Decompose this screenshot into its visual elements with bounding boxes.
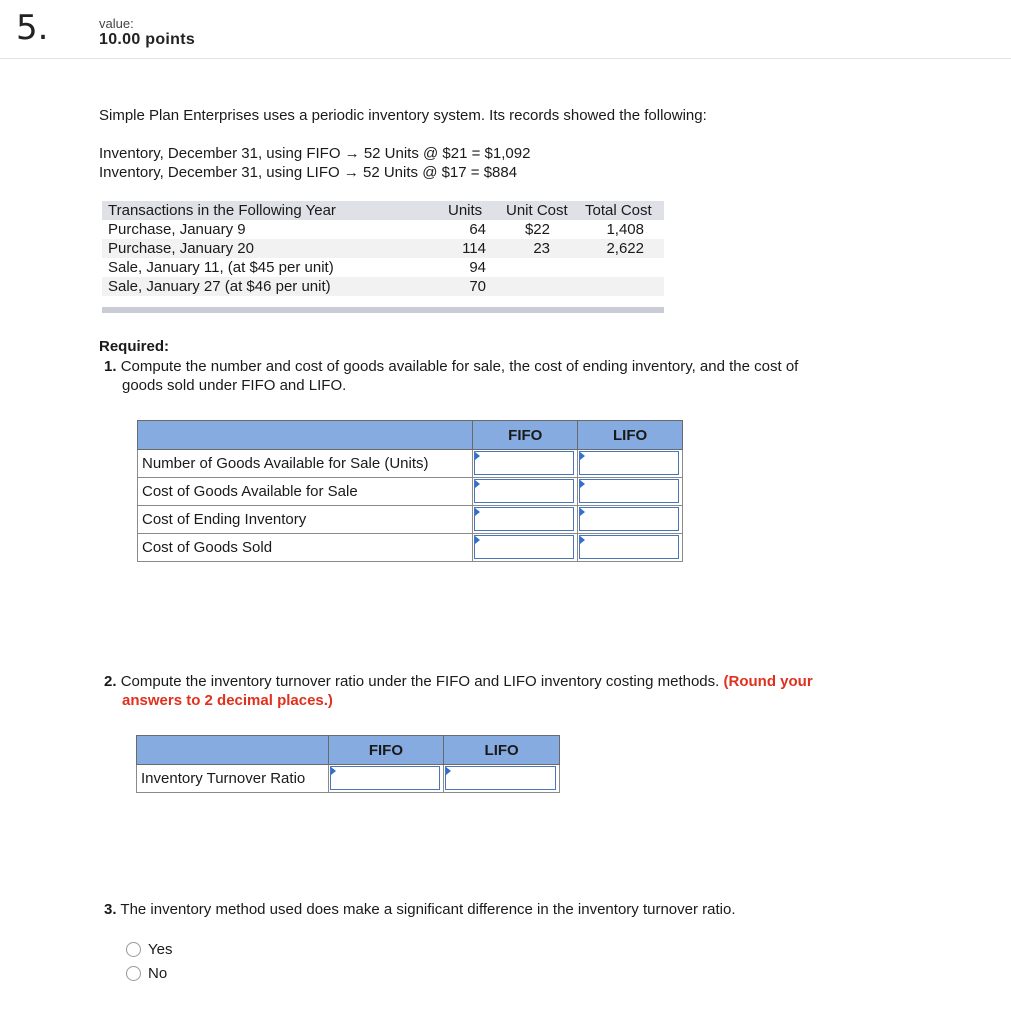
transaction-label: Sale, January 11, (at $45 per unit) [108,259,334,276]
transaction-units: 114 [462,240,486,257]
table-bottom-bar [102,307,664,313]
transaction-label: Purchase, January 20 [108,240,254,257]
radio-label-yes: Yes [148,941,173,958]
transaction-row [102,220,664,239]
cogs-fifo-input[interactable] [474,535,574,559]
question-3 [104,901,736,918]
units-header: Units [448,202,483,219]
lifo-header: LIFO [444,736,560,765]
goods-answer-table [137,420,683,562]
transaction-label: Purchase, January 9 [108,221,246,238]
input-marker-icon [580,508,585,516]
row-label-ending-inventory: Cost of Ending Inventory [138,506,473,534]
radio-option-no[interactable] [126,965,167,982]
q1-text-line2: goods sold under FIFO and LIFO. [122,377,347,394]
q1-number: 1. [104,358,117,375]
q2-number: 2. [104,673,117,690]
turnover-row [137,765,560,793]
answer-row-units-available [138,450,683,478]
answer-row-cogs [138,534,683,562]
radio-label-no: No [148,965,168,982]
turnover-fifo-input[interactable] [330,766,441,790]
units-available-fifo-input[interactable] [474,451,574,475]
answer-row-ending-inventory [138,506,683,534]
transaction-row [102,258,664,277]
inventory-lifo-line: Inventory, December 31, using LIFO → 52 Units @ $17 = $884 [99,164,518,181]
unit-cost-header: Unit Cost [506,202,568,219]
input-marker-icon [475,508,480,516]
input-marker-icon [580,480,585,488]
cogs-lifo-input[interactable] [579,535,679,559]
transaction-total-cost: 2,622 [606,240,644,257]
row-label-units-available: Number of Goods Available for Sale (Units) [138,450,473,478]
question-number: 5. [16,8,49,48]
transaction-row [102,277,664,296]
transaction-total-cost: 1,408 [606,221,644,238]
q1-text-line1: Compute the number and cost of goods available for sale, the cost of ending inventory, and the cost of [120,358,799,375]
question-2 [104,672,813,710]
input-marker-icon [331,767,336,775]
radio-circle-icon[interactable] [126,942,141,957]
transactions-header: Transactions in the Following Year [108,202,336,219]
header-blank [137,736,329,765]
input-marker-icon [475,536,480,544]
transaction-row [102,239,664,258]
value-label: value: [99,16,134,31]
q2-rounding-note-line1: (Round your [723,673,813,690]
radio-circle-icon[interactable] [126,966,141,981]
q3-number: 3. [104,901,117,918]
input-marker-icon [580,452,585,460]
transaction-units: 64 [469,221,486,238]
units-available-lifo-input[interactable] [579,451,679,475]
inventory-fifo-line: Inventory, December 31, using FIFO → 52 Units @ $21 = $1,092 [99,145,531,162]
input-marker-icon [580,536,585,544]
row-label-turnover: Inventory Turnover Ratio [137,765,329,793]
header-divider [0,58,1011,59]
cost-available-lifo-input[interactable] [579,479,679,503]
total-cost-header: Total Cost [585,202,652,219]
transaction-label: Sale, January 27 (at $46 per unit) [108,278,331,295]
q3-text: The inventory method used does make a significant difference in the inventory turnover ratio. [120,901,736,918]
input-marker-icon [446,767,451,775]
q2-rounding-note-line2: answers to 2 decimal places.) [122,692,333,709]
transactions-table [102,201,664,313]
row-label-cogs: Cost of Goods Sold [138,534,473,562]
answer-row-cost-available [138,478,683,506]
turnover-answer-table [136,735,560,793]
transaction-unit-cost: $22 [524,221,550,238]
question-1 [104,357,884,395]
answer-header-row [138,421,683,450]
cost-available-fifo-input[interactable] [474,479,574,503]
ending-inventory-fifo-input[interactable] [474,507,574,531]
fifo-header: FIFO [328,736,444,765]
ending-inventory-lifo-input[interactable] [579,507,679,531]
fifo-header: FIFO [473,421,578,450]
row-label-cost-available: Cost of Goods Available for Sale [138,478,473,506]
input-marker-icon [475,480,480,488]
transaction-units: 70 [469,278,486,295]
turnover-header-row [137,736,560,765]
intro-text: Simple Plan Enterprises uses a periodic inventory system. Its records showed the following: [99,107,707,124]
header-blank [138,421,473,450]
transaction-units: 94 [469,259,486,276]
lifo-header: LIFO [578,421,683,450]
points-value: 10.00 points [99,31,196,48]
radio-option-yes[interactable] [126,941,172,958]
turnover-lifo-input[interactable] [445,766,556,790]
transactions-header-row [102,201,664,220]
input-marker-icon [475,452,480,460]
q2-text: Compute the inventory turnover ratio under the FIFO and LIFO inventory costing methods. [120,673,720,690]
required-heading: Required: [99,338,170,355]
transaction-unit-cost: 23 [533,240,550,257]
